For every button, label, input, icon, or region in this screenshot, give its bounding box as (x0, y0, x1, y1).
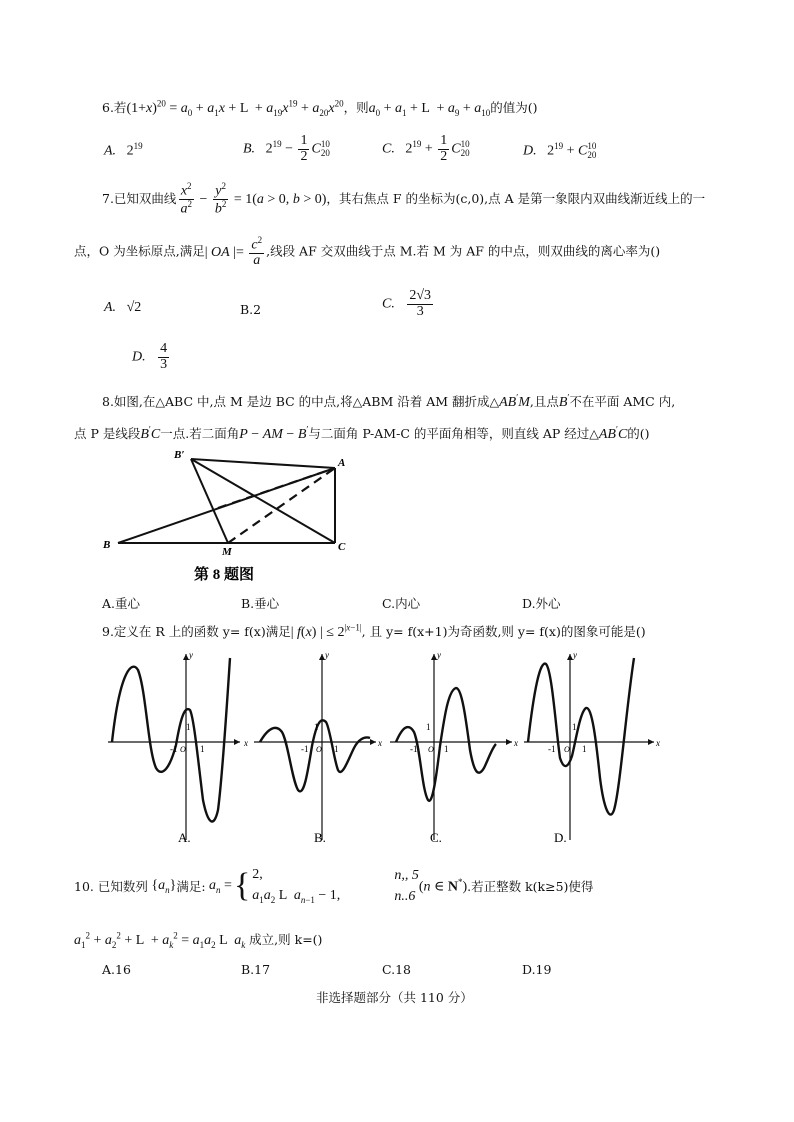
q10-stem-line1: 10. 已知数列 $\{a_n\}$ 满足: $a_n$ = { 2, $a_1a_2$ L $a_{n-1} - 1$, n,, 5 n..6 (n ∈ N*) .若正整数 k(k≥5)使得 (74, 862, 593, 910)
graph-b-y-one: 1 (314, 722, 319, 732)
graph-a[interactable] (108, 650, 248, 845)
graph-d-x-label: x (656, 738, 660, 748)
q10-mid: 满足: (176, 879, 206, 894)
q10-line2-suffix: 成立,则 k=() (249, 932, 323, 947)
graph-a-origin: O (180, 745, 186, 754)
graph-d-neg-one: -1 (548, 744, 556, 754)
graph-c-neg-one: -1 (410, 744, 418, 754)
graph-d-origin: O (564, 745, 570, 754)
q8-line2-c: 与二面角 P-AM-C 的平面角相等，则直线 AP 经过△ (308, 426, 599, 441)
q8-label-a: A (338, 457, 346, 469)
graph-b-neg-one: -1 (301, 744, 309, 754)
q10-suffix: .若正整数 k(k≥5)使得 (467, 879, 594, 894)
q8-stem-line1: 8.如图,在△ABC 中,点 M 是边 BC 的中点,将△ABM 沿着 AM 翻折成△AB′M,且点B′不在平面 AMC 内, (102, 392, 676, 410)
q8-label-c: C (338, 541, 346, 553)
graph-d-label: D. (554, 830, 567, 845)
q7-line2-suffix: ,线段 AF 交双曲线于点 M.若 M 为 AF 的中点，则双曲线的离心率为() (266, 243, 661, 259)
q6-option-d[interactable]: D. $2^{19} + C$ 10 20 (523, 141, 597, 161)
q9-stem: 9.定义在 R 上的函数 y= f(x)满足| f(x) | ≤ $2^{|x-1|}$, 且 y= f(x+1)为奇函数,则 y= f(x)的图象可能是() (102, 622, 646, 640)
graph-b-x-label: x (378, 738, 382, 748)
q8-option-d[interactable]: D.外心 (522, 596, 561, 611)
q8-line2-d: 的() (627, 426, 650, 441)
graph-b[interactable] (254, 650, 382, 845)
q6-stem: 6.若$(1+x)^{20} = a_0 + a_1x + L + a_{19}x^{19} + a_{20}x^{20}$，则$a_0 + a_1 + L + a_9 + a_{10}$的值为() (102, 98, 538, 118)
q10-option-a[interactable]: A.16 (102, 962, 131, 977)
q7-option-a[interactable]: A. √2 (104, 300, 142, 315)
q7-line2-prefix: 点，O 为坐标原点,满足 (74, 243, 205, 259)
graph-c-y-label: y (437, 650, 441, 660)
q8-option-b[interactable]: B.垂心 (241, 596, 280, 611)
q9-graphs (100, 650, 660, 850)
graph-a-neg-one: -1 (170, 744, 178, 754)
q6-stem-end: 的值为() (490, 100, 538, 115)
graph-b-y-label: y (325, 650, 329, 660)
q8-label-b: B (103, 539, 111, 551)
q8-caption: 第 8 题图 (194, 567, 255, 583)
q10-stem-line2: $a_1^2 + a_2^2 + L + a_k^2 = a_1a_2$ L $a_k$ 成立,则 k=() (74, 930, 323, 950)
graph-d-y-one: 1 (572, 722, 577, 732)
q6-stem-prefix: 6.若 (102, 100, 127, 115)
q7-option-c[interactable]: C. $\frac{2√3}{3}$ (382, 288, 432, 319)
graph-a-label: A. (178, 830, 191, 845)
q8-option-a[interactable]: A.重心 (102, 596, 141, 611)
graph-d-y-label: y (573, 650, 577, 660)
graph-a-one: 1 (200, 744, 205, 754)
graph-c[interactable] (390, 650, 518, 845)
q8-figure (98, 446, 366, 586)
q8-line1-c: 不在平面 AMC 内, (569, 394, 676, 409)
q7-stem-prefix: 7.已知双曲线 (102, 191, 177, 207)
q6-option-a[interactable]: A. $2^{19}$ (104, 141, 143, 159)
graph-a-y-one: 1 (186, 722, 191, 732)
q10-option-d[interactable]: D.19 (522, 962, 552, 977)
graph-c-origin: O (428, 745, 434, 754)
q6-stem-suffix: ，则 (343, 100, 369, 115)
q10-case1-value: 2, (252, 867, 263, 883)
q8-option-c[interactable]: C.内心 (382, 596, 421, 611)
graph-b-one: 1 (334, 744, 339, 754)
q9-stem-a: 9.定义在 R 上的函数 y= f(x)满足 (102, 624, 291, 639)
q7-option-b[interactable]: B.2 (240, 302, 262, 317)
q8-line1-a: 8.如图,在△ABC 中,点 M 是边 BC 的中点,将△ABM 沿着 AM 翻折成△ (102, 394, 500, 409)
q8-line2-b: 一点.若二面角 (160, 426, 240, 441)
graph-d[interactable] (524, 650, 660, 845)
q8-stem-line2: 点 P 是线段B′C一点.若二面角P − AM − B′与二面角 P-AM-C 的平面角相等，则直线 AP 经过△AB′C的() (74, 424, 650, 442)
graph-a-x-label: x (244, 738, 248, 748)
q10-prefix: 10. 已知数列 (74, 879, 148, 894)
q9-stem-b: , 且 y= f(x+1)为奇函数,则 y= f(x)的图象可能是() (361, 624, 646, 639)
q7-stem-line2: 点，O 为坐标原点,满足| OA |= $\frac{c^2}{a}$ ,线段 AF 交双曲线于点 M.若 M 为 AF 的中点，则双曲线的离心率为() (74, 235, 661, 269)
q8-label-bprime: B′ (174, 449, 185, 461)
q8-line1-b: ,且点 (529, 394, 559, 409)
q10-option-c[interactable]: C.18 (382, 962, 411, 977)
q8-label-m: M (222, 546, 232, 558)
section-footer: 非选择题部分（共 110 分） (316, 990, 473, 1005)
graph-c-label: C. (430, 830, 442, 845)
q10-case1-cond: n,, 5 (394, 868, 419, 883)
q8-line2-a: 点 P 是线段 (74, 426, 141, 441)
q6-option-b[interactable]: B. $2^{19}$ − $\frac{1}{2}$ C 10 20 (243, 133, 330, 164)
q6-option-c[interactable]: C. $2^{19}$ + $\frac{1}{2}$ C 10 20 (382, 133, 470, 164)
q7-stem-mid: ，其右焦点 F 的坐标为(c,0),点 A 是第一象限内双曲线渐近线上的一 (326, 191, 706, 207)
q7-stem-line1: 7.已知双曲线 $\frac{x^2}{a^2}$ − $\frac{y^2}{b^2}$ = 1(a > 0, b > 0)，其右焦点 F 的坐标为(c,0),点 A 是第一象限内双曲线渐近线上的一 (102, 181, 706, 217)
graph-d-one: 1 (582, 744, 587, 754)
graph-b-origin: O (316, 745, 322, 754)
q7-option-d[interactable]: D. $\frac{4}{3}$ (132, 341, 168, 372)
q10-case2-cond: n..6 (394, 889, 416, 904)
graph-a-y-label: y (189, 650, 193, 660)
graph-c-y-one: 1 (426, 722, 431, 732)
graph-b-label: B. (314, 830, 326, 845)
q10-option-b[interactable]: B.17 (241, 962, 271, 977)
graph-c-one: 1 (444, 744, 449, 754)
graph-c-x-label: x (514, 738, 518, 748)
